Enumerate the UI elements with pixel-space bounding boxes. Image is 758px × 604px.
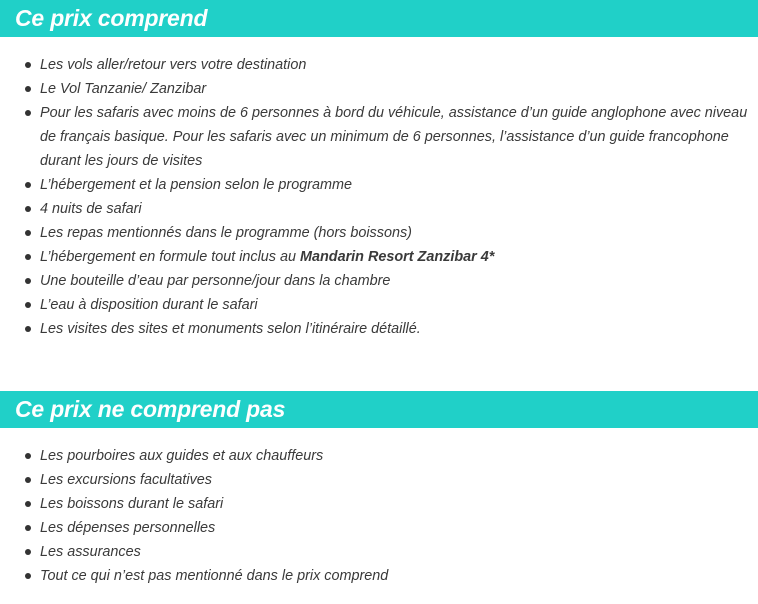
list-item [0,101,758,173]
bullet-icon [25,86,31,92]
list-item [0,173,758,197]
bullet-icon [25,278,31,284]
list-item-text: Tout ce qui n’est pas mentionné dans le prix comprend [40,568,389,584]
list-item-text: L’hébergement en formule tout inclus au [40,249,300,265]
bullet-icon [25,110,31,116]
bullet-icon [25,326,31,332]
bullet-icon [25,230,31,236]
bullet-icon [25,62,31,68]
included-items-list [0,53,758,341]
list-item-text: L’eau à disposition durant le safari [40,297,258,313]
bullet-icon [25,573,31,579]
list-item [0,245,758,269]
bullet-icon [25,254,31,260]
list-item [0,317,758,341]
list-item-text: Les vols aller/retour vers votre destination [40,57,307,73]
list-item [0,564,758,588]
list-item [0,197,758,221]
bullet-icon [25,206,31,212]
list-item-text: Les visites des sites et monuments selon l’itinéraire détaillé. [40,321,421,337]
bullet-icon [25,549,31,555]
excluded-section-title: Ce prix ne comprend pas [15,396,286,422]
list-item-text: 4 nuits de safari [40,201,142,217]
bullet-icon [25,477,31,483]
list-item-text: Les boissons durant le safari [40,496,224,512]
list-item-text: Les dépenses personnelles [40,520,216,536]
list-item-text: Les assurances [40,544,141,560]
list-item-text: Les excursions facultatives [40,472,212,488]
list-item [0,77,758,101]
list-item [0,221,758,245]
list-item-text: L’hébergement et la pension selon le programme [40,177,352,193]
excluded-section-header [0,391,758,428]
list-item [0,293,758,317]
bullet-icon [25,302,31,308]
list-item-text: Pour les safaris avec moins de 6 personnes à bord du véhicule, assistance d’un guide anglophone avec niveau de français basique. Pour les safaris avec un minimum de 6 personnes, l’assistance d’un guide francophone durant les jours de visites [40,105,748,169]
bullet-icon [25,182,31,188]
list-item [0,53,758,77]
included-section-title: Ce prix comprend [15,5,208,31]
excluded-items-list [0,444,758,588]
list-item [0,444,758,468]
bullet-icon [25,525,31,531]
bullet-icon [25,501,31,507]
list-item [0,492,758,516]
list-item [0,516,758,540]
hotel-name: Mandarin Resort Zanzibar 4* [300,249,495,265]
list-item [0,540,758,564]
bullet-icon [25,453,31,459]
list-item-text: Le Vol Tanzanie/ Zanzibar [40,81,207,97]
list-item-text: Une bouteille d’eau par personne/jour dans la chambre [40,273,391,289]
list-item-text: Les pourboires aux guides et aux chauffeurs [40,448,324,464]
list-item-text: Les repas mentionnés dans le programme (hors boissons) [40,225,412,241]
included-section-header [0,0,758,37]
list-item [0,269,758,293]
list-item [0,468,758,492]
